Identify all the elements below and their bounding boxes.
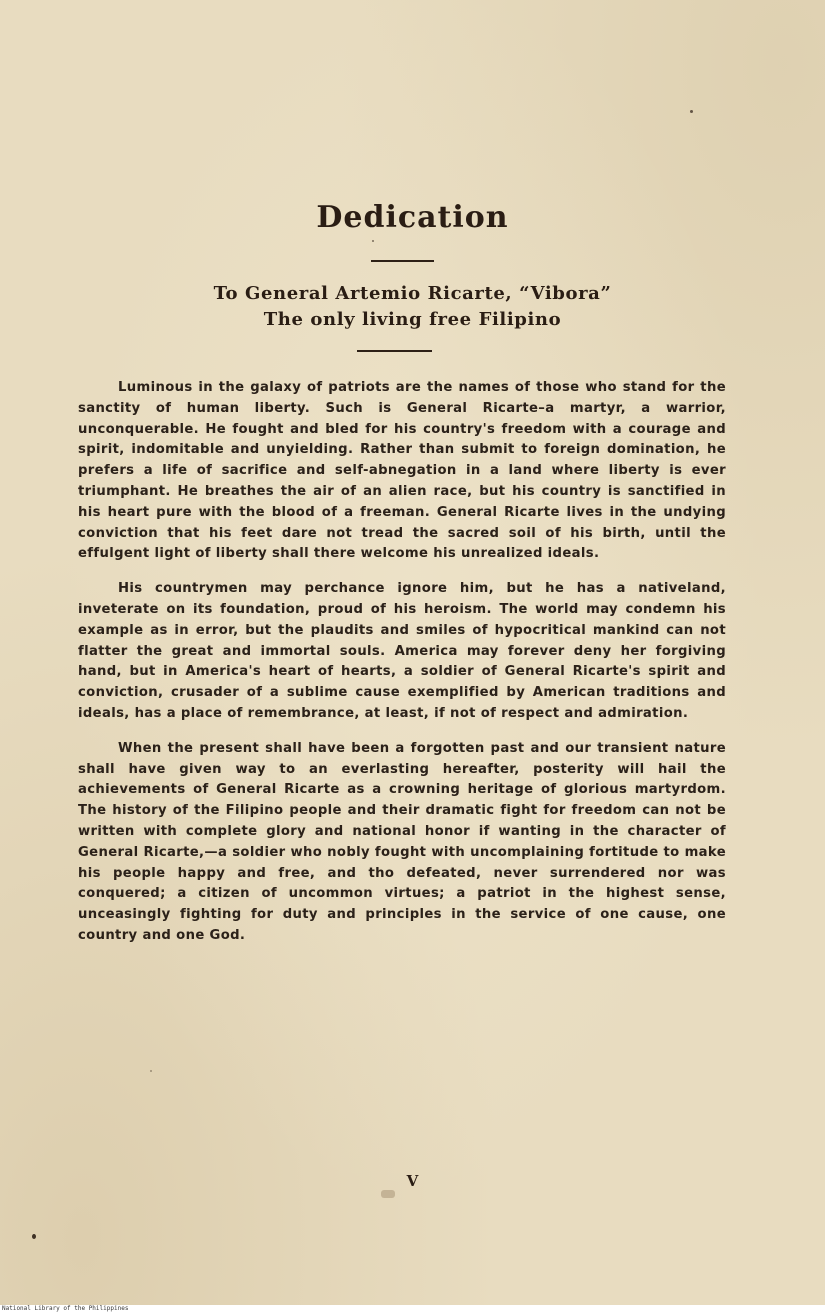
body-paragraph: His countrymen may perchance ignore him, but he has a nativeland, inveterate on its foundation, proud of his heroism. The world may condemn his example as in error, but the plaudits and smiles of hypocritical mankind can not flatter the great and immortal souls. America may forever deny her forgiving hand, but in America's heart of hearts, a soldier of General Ricarte's spirit and conviction, crusader of a sublime cause exemplified by American traditions and ideals, has a place of remembrance, at least, if not of respect and admiration. bbox=[78, 581, 726, 721]
library-stamp-mark bbox=[381, 1190, 395, 1198]
title-divider bbox=[371, 260, 434, 262]
ink-speck bbox=[150, 1070, 152, 1072]
ink-speck bbox=[32, 1234, 36, 1239]
dedication-title: Dedication bbox=[316, 200, 509, 235]
dedication-body bbox=[78, 378, 726, 961]
subtitle-divider bbox=[357, 350, 432, 352]
dedication-subtitle-line-2: The only living free Filipino bbox=[263, 309, 562, 330]
ink-speck bbox=[372, 240, 374, 242]
body-paragraph: When the present shall have been a forgotten past and our transient nature shall have given way to an everlasting hereafter, posterity will hail the achievements of General Ricarte as a crowning heritage of glorious martyrdom. The history of the Filipino people and their dramatic fight for freedom can not be written with complete glory and national honor if wanting in the character of General Ricarte,—a soldier who nobly fought with uncomplaining fortitude to make his people happy and free, and tho defeated, never surrendered nor was conquered; a citizen of uncommon virtues; a patriot in the highest sense, unceasingly fighting for duty and principles in the service of one cause, one country and one God. bbox=[78, 740, 726, 943]
ink-speck bbox=[690, 110, 693, 113]
body-paragraph: Luminous in the galaxy of patriots are the names of those who stand for the sanctity of human liberty. Such is General Ricarte–a martyr, a warrior, unconquerable. He fought and bled for his country's freedom with a courage and spirit, indomitable and unyielding. Rather than submit to foreign domination, he prefers a life of sacrifice and self-abnegation in a land where liberty is ever triumphant. He breathes the air of an alien race, but his country is sanctified in his heart pure with the blood of a freeman. General Ricarte lives in the undying conviction that his feet dare not tread the sacred soil of his birth, until the effulgent light of liberty shall there welcome his unrealized ideals. bbox=[78, 380, 726, 562]
dedication-subtitle-line-1: To General Artemio Ricarte, “Vibora” bbox=[213, 283, 612, 304]
source-footer: National Library of the Philippines bbox=[2, 1305, 129, 1312]
page-number: V bbox=[406, 1172, 419, 1190]
